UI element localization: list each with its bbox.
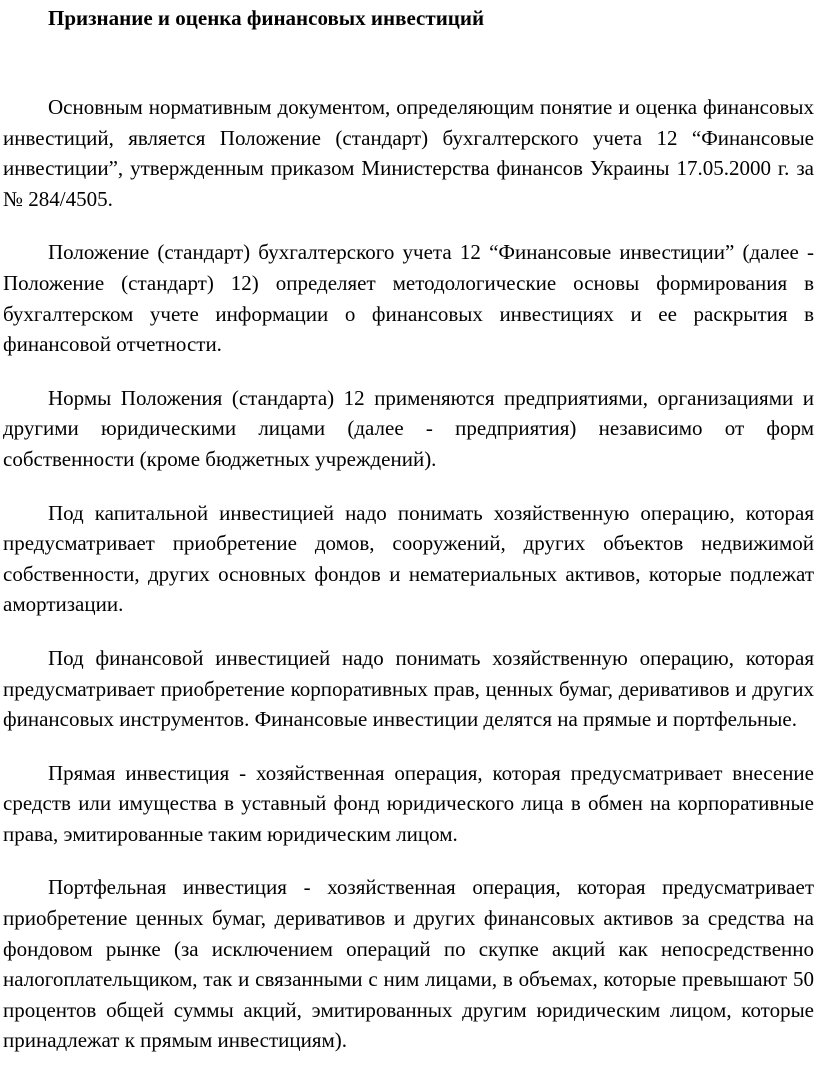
- paragraph-direct-investment: Прямая инвестиция - хозяйственная операция, которая предусматривает внесение средств или имущества в уставный фонд юридического лица в обмен на корпоративные права, эмитированные таким юридическим лицом.: [3, 760, 814, 846]
- document-title: Признание и оценка финансовых инвестиций: [48, 6, 485, 30]
- paragraph-standard-definition: Положение (стандарт) бухгалтерского учета 12 “Финансовые инвестиции” (далее - Положение (стандарт) 12) определяет методологические основы формирования в бухгалтерском учете информации о финансовых инвестициях и ее раскрытия в финансовой отчетности.: [3, 240, 814, 357]
- paragraph-financial-investment: Под финансовой инвестицией надо понимать хозяйственную операцию, которая предусматривает приобретение корпоративных прав, ценных бумаг, деривативов и других финансовых инструментов. Финансовые инвестиции делятся на прямые и портфельные.: [3, 645, 814, 732]
- paragraph-capital-investment: Под капитальной инвестицией надо понимать хозяйственную операцию, которая предусматривает приобретение домов, сооружений, других объектов недвижимой собственности, других основных фондов и нематериальных активов, которые подлежат амортизации.: [3, 500, 814, 617]
- paragraph-application-scope: Нормы Положения (стандарта) 12 применяются предприятиями, организациями и другими юридическими лицами (далее - предприятия) независимо от форм собственности (кроме бюджетных учреждений).: [3, 385, 814, 471]
- document-body: [3, 92, 814, 1079]
- paragraph-normative-document: Основным нормативным документом, определяющим понятие и оценка финансовых инвестиций, является Положение (стандарт) бухгалтерского учета 12 “Финансовые инвестиции”, утвержденным приказом Министерства финансов Украины 17.05.2000 г. за № 284/4505.: [3, 95, 814, 211]
- paragraph-portfolio-investment: Портфельная инвестиция - хозяйственная операция, которая предусматривает приобретение ценных бумаг, деривативов и других финансовых активов за средства на фондовом рынке (за исключением операций по скупке акций как непосредственно налогоплательщиком, так и связанными с ним лицами, в объемах, которые превышают 50 процентов общей суммы акций, эмитированных другим юридическим лицом, которые принадлежат к прямым инвестициям).: [3, 875, 814, 1053]
